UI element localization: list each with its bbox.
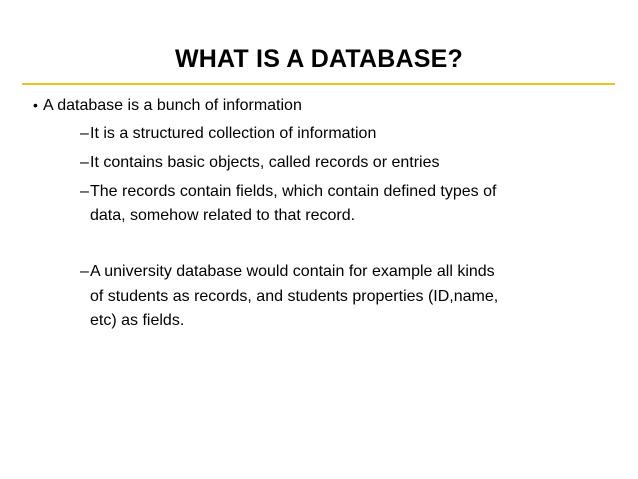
main-point-text: A database is a bunch of information: [43, 97, 302, 114]
sub-point-2: [80, 151, 440, 175]
dash-icon: –: [80, 263, 89, 280]
dash-icon: –: [80, 154, 89, 171]
sub-point-3: [80, 180, 496, 204]
slide-title: WHAT IS A DATABASE?: [174, 45, 464, 73]
sub-point-text: The records contain fields, which contain defined types of: [90, 183, 497, 200]
main-bullet-point: [33, 93, 302, 118]
dash-icon: –: [80, 183, 89, 200]
sub-point-4-continuation-1: of students as records, and students properties (ID,name,: [90, 288, 499, 305]
sub-point-text: It is a structured collection of information: [90, 125, 377, 142]
sub-point-text: A university database would contain for example all kinds: [90, 263, 495, 280]
sub-point-4-continuation-2: etc) as fields.: [90, 312, 185, 329]
sub-point-3-continuation: data, somehow related to that record.: [90, 207, 356, 224]
sub-point-4: [80, 260, 495, 284]
sub-point-1: [80, 122, 376, 146]
dash-icon: –: [80, 125, 89, 142]
title-divider: [22, 83, 615, 85]
sub-point-text: It contains basic objects, called records or entries: [90, 154, 440, 171]
bullet-icon: •: [33, 97, 38, 113]
